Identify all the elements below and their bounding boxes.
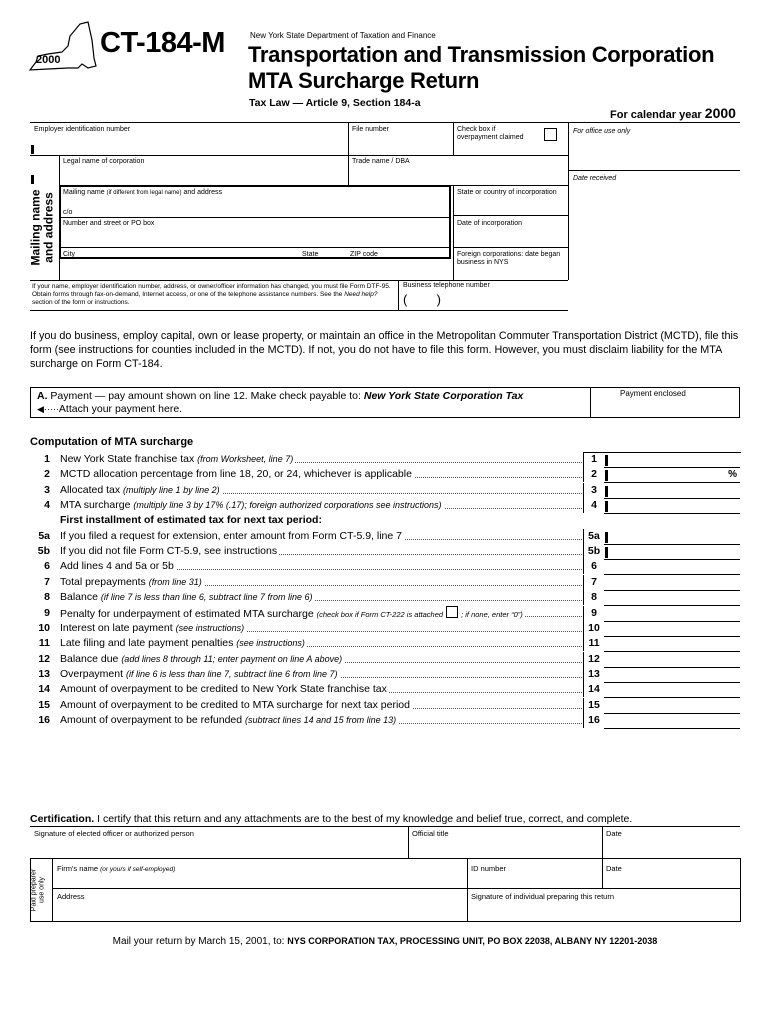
computation-line-8 bbox=[30, 590, 590, 605]
arrow-left-icon: ◀····· bbox=[37, 404, 59, 414]
computation-line-2 bbox=[30, 467, 590, 482]
line-label: Add lines 4 and 5a or 5b bbox=[60, 560, 174, 572]
signature-field[interactable] bbox=[34, 840, 404, 856]
form-title-line2: MTA Surcharge Return bbox=[248, 68, 480, 93]
line-label: Amount of overpayment to be credited to New York State franchise tax bbox=[60, 683, 387, 695]
line-number: 3 bbox=[44, 484, 50, 496]
department-name: New York State Department of Taxation and Finance bbox=[250, 31, 436, 40]
line-label: MCTD allocation percentage from line 18, 20, or 24, whichever is applicable bbox=[60, 468, 412, 480]
line-label: Overpayment bbox=[60, 668, 124, 680]
line-box-number: 6 bbox=[591, 560, 597, 572]
computation-line-5a bbox=[30, 529, 590, 544]
line-note: (check box if Form CT-222 is attached bbox=[316, 610, 444, 619]
line-note: (add lines 8 through 11; enter payment on line A above) bbox=[121, 654, 343, 664]
cert-date-field[interactable] bbox=[606, 840, 738, 856]
line-box-number: 16 bbox=[588, 714, 600, 726]
line-number: 9 bbox=[44, 607, 50, 619]
amount-field-line-16[interactable] bbox=[604, 713, 740, 729]
street-label: Number and street or PO box bbox=[63, 220, 155, 227]
line-label: MTA surcharge bbox=[60, 499, 131, 511]
line-number: 2 bbox=[44, 468, 50, 480]
line-label: Allocated tax bbox=[60, 484, 121, 496]
amount-field-line-13[interactable] bbox=[604, 667, 740, 683]
line-note: (if line 6 is less than line 7, subtract line 6 from line 7) bbox=[125, 669, 338, 679]
computation-line-10 bbox=[30, 621, 590, 636]
line-number: 11 bbox=[38, 637, 50, 649]
line-number: 13 bbox=[38, 668, 50, 680]
form-number: CT-184-M bbox=[100, 27, 225, 59]
payment-enclosed-field[interactable] bbox=[594, 400, 737, 415]
state-label: State bbox=[302, 251, 319, 258]
co-label: c/o bbox=[63, 209, 73, 216]
calendar-year-label: For calendar year 2000 bbox=[610, 105, 736, 121]
paid-preparer-side-label: Paid preparer use only bbox=[30, 868, 46, 912]
line-note: (multiply line 1 by line 2) bbox=[123, 485, 220, 495]
computation-line-16 bbox=[30, 713, 590, 728]
ct222-checkbox[interactable] bbox=[446, 606, 458, 618]
line-number: 14 bbox=[38, 683, 50, 695]
date-received-label: Date received bbox=[573, 175, 617, 182]
ein-label: Employer identification number bbox=[34, 126, 131, 133]
signature-label: Signature of elected officer or authorized person bbox=[34, 829, 194, 838]
line-box-number: 10 bbox=[588, 622, 600, 634]
amount-field-line-6[interactable] bbox=[604, 559, 740, 575]
line-number: 6 bbox=[44, 560, 50, 572]
line-box-number: 7 bbox=[591, 576, 597, 588]
preparer-address-field[interactable] bbox=[57, 903, 462, 918]
file-number-field[interactable] bbox=[352, 135, 450, 153]
overpayment-checkbox[interactable] bbox=[544, 128, 557, 141]
phone-field[interactable]: ( ) bbox=[403, 292, 441, 307]
line-label: Amount of overpayment to be credited to MTA surcharge for next tax period bbox=[60, 699, 410, 711]
computation-line-13 bbox=[30, 667, 590, 682]
city-label: City bbox=[63, 251, 76, 258]
preparer-signature-field[interactable] bbox=[471, 903, 737, 918]
payment-enclosed-label: Payment enclosed bbox=[620, 389, 686, 398]
line-box-number: 5a bbox=[588, 530, 600, 542]
line-note: (see instructions) bbox=[175, 623, 245, 633]
mailing-side-label: Mailing name and address bbox=[28, 189, 56, 266]
ein-field[interactable] bbox=[40, 135, 345, 153]
line-box-number: 12 bbox=[588, 653, 600, 665]
line-number: 8 bbox=[44, 591, 50, 603]
amount-field-line-5b[interactable] bbox=[604, 544, 740, 560]
trade-name-label: Trade name / DBA bbox=[352, 158, 410, 165]
computation-line-15 bbox=[30, 698, 590, 713]
file-number-label: File number bbox=[352, 126, 389, 133]
computation-line-1 bbox=[30, 452, 590, 467]
amount-field-line-2[interactable] bbox=[604, 467, 740, 483]
line-number: 10 bbox=[38, 622, 50, 634]
computation-heading: Computation of MTA surcharge bbox=[30, 436, 194, 448]
trade-name-field[interactable] bbox=[352, 167, 564, 183]
line-box-number: 11 bbox=[588, 637, 600, 649]
overpayment-check-label: Check box if overpayment claimed bbox=[457, 126, 524, 141]
line-label: New York State franchise tax bbox=[60, 453, 195, 465]
line-note: (see instructions) bbox=[236, 638, 305, 648]
mailing-name-label: Mailing name (if different from legal name) and address bbox=[63, 189, 222, 196]
preparer-date-label: Date bbox=[606, 864, 622, 873]
computation-line-3 bbox=[30, 483, 590, 498]
line-note: (if line 7 is less than line 6, subtract line 7 from line 6) bbox=[100, 592, 313, 602]
amount-field-line-11[interactable] bbox=[604, 636, 740, 652]
computation-line-6 bbox=[30, 559, 590, 574]
line-label: Balance bbox=[60, 591, 98, 603]
line-label: Balance due bbox=[60, 653, 119, 665]
zip-label: ZIP code bbox=[350, 251, 378, 258]
certification-statement: Certification. I certify that this return and any attachments are to the best of my knowledge and belief true, correct, and complete. bbox=[30, 813, 633, 825]
id-number-label: ID number bbox=[471, 864, 507, 873]
line-box-number: 1 bbox=[591, 453, 597, 465]
amount-field-line-3[interactable] bbox=[604, 483, 740, 499]
office-use-label: For office use only bbox=[573, 128, 631, 135]
computation-line-12 bbox=[30, 652, 590, 667]
line-number: 12 bbox=[38, 653, 50, 665]
amount-field-line-8[interactable] bbox=[604, 590, 740, 606]
line-number: 7 bbox=[44, 576, 50, 588]
line-box-number: 9 bbox=[591, 607, 597, 619]
line-note: (from line 31) bbox=[148, 577, 202, 587]
line-label: Amount of overpayment to be refunded bbox=[60, 714, 243, 726]
line-note: (subtract lines 14 and 15 from line 13) bbox=[245, 715, 397, 725]
computation-line-14 bbox=[30, 682, 590, 697]
computation-line-11 bbox=[30, 636, 590, 651]
official-title-label: Official title bbox=[412, 829, 449, 838]
firm-name-label: Firm's name (or yours if self-employed) bbox=[57, 864, 176, 873]
payment-text: A. Payment — pay amount shown on line 12. Make check payable to: New York State Corporation Tax bbox=[37, 390, 524, 402]
line-box-number: 15 bbox=[588, 699, 600, 711]
line-number: 4 bbox=[44, 499, 50, 511]
form-year-badge: 2000 bbox=[36, 54, 61, 66]
line-box-number: 5b bbox=[587, 545, 601, 557]
amount-field-line-7[interactable] bbox=[604, 575, 740, 591]
computation-line-7 bbox=[30, 575, 590, 590]
line-box-number: 3 bbox=[591, 484, 597, 496]
line-box-number: 4 bbox=[591, 499, 597, 511]
computation-line-4 bbox=[30, 498, 590, 513]
line-note: (multiply line 3 by 17% (.17); foreign authorized corporations see instructions) bbox=[133, 500, 442, 510]
street-field[interactable] bbox=[63, 230, 448, 245]
amount-field-line-10[interactable] bbox=[604, 621, 740, 637]
phone-label: Business telephone number bbox=[403, 282, 490, 289]
computation-line-9 bbox=[30, 606, 590, 621]
line-box-number: 14 bbox=[588, 683, 600, 695]
line-box-number: 2 bbox=[591, 468, 597, 480]
id-number-field[interactable] bbox=[471, 874, 598, 886]
attach-payment: ◀·····Attach your payment here. bbox=[37, 403, 183, 415]
amount-field-line-9[interactable] bbox=[604, 606, 740, 622]
line-label: Interest on late payment bbox=[60, 622, 173, 634]
amount-field-line-4[interactable] bbox=[604, 498, 740, 514]
calendar-year: 2000 bbox=[704, 105, 736, 121]
line-label: Penalty for underpayment of estimated MTA surcharge bbox=[60, 608, 314, 620]
official-title-field[interactable] bbox=[412, 840, 598, 856]
line-number: 1 bbox=[44, 453, 50, 465]
firm-name-field[interactable] bbox=[57, 874, 462, 886]
line-number: 15 bbox=[38, 699, 50, 711]
legal-name-label: Legal name of corporation bbox=[63, 158, 145, 165]
mailing-instructions: Mail your return by March 15, 2001, to: NYS CORPORATION TAX, PROCESSING UNIT, PO BOX 22038, ALBANY NY 12201-2038 bbox=[112, 936, 658, 947]
line-number: 16 bbox=[38, 714, 50, 726]
amount-field-line-12[interactable] bbox=[604, 652, 740, 668]
preparer-date-field[interactable] bbox=[606, 874, 738, 886]
form-title-line1: Transportation and Transmission Corporation bbox=[248, 42, 715, 67]
date-incorporation-label: Date of incorporation bbox=[457, 220, 522, 227]
tax-law-reference: Tax Law — Article 9, Section 184-a bbox=[249, 97, 421, 109]
line-label: Late filing and late payment penalties bbox=[60, 637, 234, 649]
line-number: 5b bbox=[37, 545, 50, 557]
line-box-number: 8 bbox=[591, 591, 597, 603]
line-label: Total prepayments bbox=[60, 576, 146, 588]
amount-field-line-5a[interactable] bbox=[604, 529, 740, 545]
amount-field-line-14[interactable] bbox=[604, 682, 740, 698]
cert-date-label: Date bbox=[606, 829, 622, 838]
line-box-number: 13 bbox=[588, 668, 600, 680]
state-incorporation-label: State or country of incorporation bbox=[457, 189, 557, 196]
address-label: Address bbox=[57, 892, 85, 901]
computation-line-5b bbox=[30, 544, 590, 559]
line-label: If you filed a request for extension, enter amount from Form CT-5.9, line 7 bbox=[60, 530, 402, 542]
estimated-tax-subheading: First installment of estimated tax for next tax period: bbox=[60, 514, 322, 526]
change-notice: If your name, employer identification number, address, or owner/officer information has changed, you must file Form DTF-95. Obtain forms through fax-on-demand, Internet access, or one of the telephone assistance numbers. See the Need help? section of the form or instructions. bbox=[32, 283, 391, 306]
line-number: 5a bbox=[38, 530, 50, 542]
intro-paragraph: If you do business, employ capital, own or lease property, or maintain an office in the Metropolitan Commuter Transportation District (MCTD), file this form (see instructions for counties included in the MCTD). If not, you do not have to file this form. However, you must disclaim liability for the MTA surcharge on Form CT-184. bbox=[30, 330, 739, 370]
line-note: (from Worksheet, line 7) bbox=[197, 454, 294, 464]
amount-field-line-1[interactable] bbox=[604, 452, 740, 468]
percent-sign: % bbox=[728, 469, 737, 480]
foreign-date-label: Foreign corporations: date began business in NYS bbox=[457, 251, 561, 266]
amount-field-line-15[interactable] bbox=[604, 698, 740, 714]
line-note-suffix: ; if none, enter “0”) bbox=[461, 610, 523, 619]
legal-name-field[interactable] bbox=[63, 167, 345, 183]
mailing-name-field[interactable] bbox=[63, 197, 448, 207]
preparer-signature-label: Signature of individual preparing this return bbox=[471, 892, 615, 901]
ny-state-map bbox=[28, 18, 98, 74]
line-label: If you did not file Form CT-5.9, see instructions bbox=[60, 545, 278, 557]
